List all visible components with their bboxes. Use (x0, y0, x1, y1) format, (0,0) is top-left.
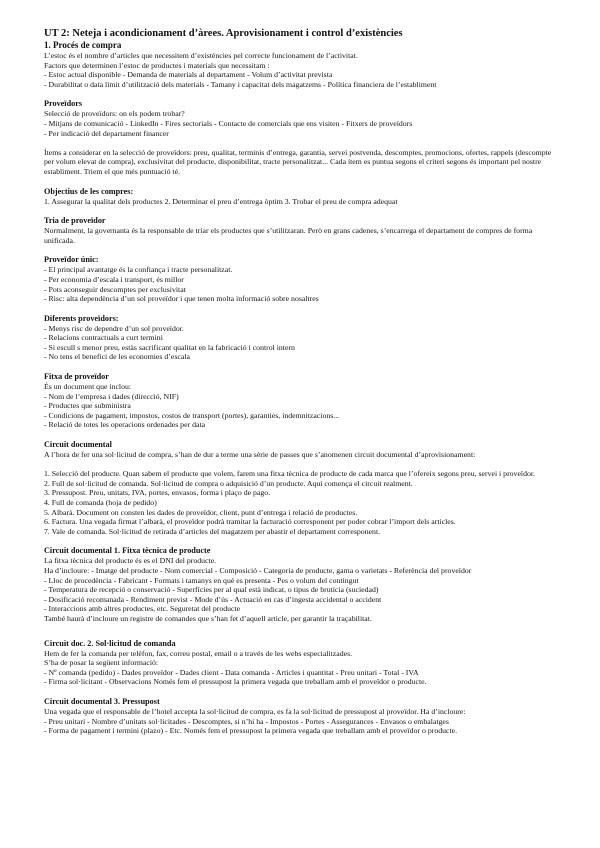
list-item: - Pots aconseguir descomptes per exclusivitat (44, 284, 186, 294)
heading-circuit-2: Circuit doc. 2. Sol·licitud de comanda (44, 638, 176, 648)
text-line: Una vegada que el responsable de l’hotel accepta la sol·licitud de compra, es fa la sol·licitud de pressupost al proveïdor. Ha d’incloure: (44, 706, 466, 716)
list-item: - Menys risc de dependre d’un sol proveïdor. (44, 323, 184, 333)
circuit-step: 4. Full de comanda (hoja de pedido) (44, 498, 157, 507)
list-item: - Condicions de pagament, impostos, costos de transport (portes), garanties, indemnitzacions... (44, 410, 340, 420)
heading-tria-proveidor: Tria de proveïdor (44, 216, 106, 226)
list-item: - Risc: alta dependència d’un sol proveïdor i que tenen molta informació sobre nosaltres (44, 294, 319, 304)
text-line: - Per indicació del departament financer (44, 128, 169, 138)
list-item: - Relació de totes les operacions ordenades per data (44, 420, 206, 430)
circuit-step: 2. Full de sol·licitud de comanda. Sol·licitud de compra o adquisició d’un producte. Aquí comença el circuit realment. (44, 478, 413, 488)
section-heading-proces-compra: 1. Procés de compra (44, 40, 122, 50)
text-line: - Mitjans de comunicació - LinkedIn - Fires sectorials - Contacte de comercials que ens visiten - Fitxers de proveïdors (44, 118, 413, 128)
text-line: - Nº comanda (pedido) - Dades proveïdor - Dades client - Data comanda - Articles i quantitat - Preu unitari - Total - IVA (44, 667, 419, 677)
circuit-step: 1. Selecció del producte. Quan sabem el producte que volem, farem una fitxa tècnica de producte de cada marca que l’ofereix segons preu, servei i proveïdor. (44, 469, 536, 479)
text-line: - Preu unitari - Nombre d’unitats sol·licitades - Descomptes, si n’hi ha - Impostos - Portes - Assegurances - Envasos o embalatges (44, 716, 449, 726)
text-line: - Temperatura de recepció o conservació - Superfícies per al qual està indicat, o tipus de brutícia (suciedad) (44, 585, 379, 595)
paragraph-items: Ítems a considerar en la selecció de proveïdors: preu, qualitat, terminis d’entrega, garantia, servei postvenda, descomptes, promocions, ofertes, rappels (descompte per volum elevat de compra), exclusivitat del producte, disponibilitat, tracte personalitzat... Cada ítem es puntua segons el criteri segons és important pel nostre establiment. Triem el que més puntuació té. (44, 147, 552, 176)
heading-objectius: Objectius de les compres: (44, 186, 134, 196)
list-item: - Per economia d’escala i transport, és millor (44, 274, 184, 284)
list-item: - Si escull s menor preu, estàs sacrificant qualitat en la fabricació i control intern (44, 342, 295, 352)
text-line: - Lloc de procedència - Fabricant - Formats i tamanys en què es presenta - Pes o volum del contingut (44, 575, 359, 585)
document-title: UT 2: Neteja i acondicionament d’àrees. Aprovisionament i control d’existències (44, 28, 403, 39)
heading-circuit-3: Circuit documental 3. Pressupost (44, 696, 160, 706)
list-item: - Productes que subministra (44, 401, 131, 411)
text-line: Factors que determinen l’estoc de productes i materials que necessitam : (44, 60, 270, 70)
text-line: - Interaccions amb altres productes, etc. Seguretat del producte (44, 604, 241, 614)
text-line: Hem de fer la comanda per telèfon, fax, correu postal, email o a través de les webs especialitzades. (44, 648, 353, 658)
text-line: - Durabilitat o data límit d’utilització dels materials - Tamany i capacitat dels magatzems - Política financiera de l’establiment (44, 79, 437, 89)
text-line: Selecció de proveïdors: on els podem trobar? (44, 109, 185, 119)
heading-circuit-1: Circuit documental 1. Fitxa tècnica de producte (44, 546, 211, 556)
text-line: - Forma de pagament i termini (plazo) - Etc. Només fem el pressupost la primera vegada que treballam amb el proveïdor o producte. (44, 726, 458, 736)
circuit-step: 3. Pressupost. Preu, unitats, IVA, portes, envasos, forma i plaço de pago. (44, 488, 271, 498)
heading-diferents-proveidors: Diferents proveïdors: (44, 313, 119, 323)
text-line: També haurà d’incloure un registre de comandes que s’han fet d’aquell article, per garantir la traçabilitat. (44, 613, 372, 623)
circuit-step: 5. Albarà. Document on consten les dades de proveïdor, client, punt d’entrega i relació de productes. (44, 507, 358, 517)
list-item: - Nom de l’empresa i dades (direcció, NIF) (44, 391, 179, 401)
circuit-step: 6. Factura. Una vegada firmat l’albarà, el proveïdor podrà tramitar la facturació corresponent per poder cobrar l’import dels articles. (44, 517, 456, 527)
text-line: 1. Assegurar la qualitat dels productes 2. Determinar el preu d’entrega òptim 3. Trobar el preu de compra adequat (44, 196, 398, 206)
list-item: - No tens el benefici de les economies d’escala (44, 352, 190, 362)
heading-proveidor-unic: Proveïdor únic: (44, 255, 99, 265)
text-line: - Firma sol·licitant - Observacions Només fem el pressupost la primera vegada que treballam amb el proveïdor o producte. (44, 677, 427, 687)
text-line: La fitxa tècnica del producte és es el DNI del producte. (44, 556, 217, 566)
heading-circuit-documental: Circuit documental (44, 440, 112, 450)
text-line: S’ha de posar la següent informació: (44, 658, 159, 668)
text-line: L’estoc és el nombre d’articles que necessitem d’existències pel correcte funcionament de l’activitat. (44, 51, 358, 60)
list-item: És un document que inclou: (44, 382, 132, 392)
text-line: Ha d’incloure: - Imatge del producte - Nom comercial - Composició - Categoria de producte, gama o varietats - Referència del proveïdor (44, 565, 472, 575)
list-item: - Relacions contractuals a curt termini (44, 333, 163, 343)
text-line: A l’hora de fer una sol·licitud de compra, s’han de dur a terme una sèrie de passes que s’anomenen circuit documental d’aprovisionament: (44, 450, 476, 460)
text-line: - Dosificació recomanada - Rendiment previst - Mode d’ús - Actuació en cas d’ingesta accidental o accident (44, 594, 382, 604)
paragraph-tria: Normalment, la governanta és la responsable de triar els productes que s’utilitzaran. Però en grans cadenes, s’encarrega el departament de compres de forma unificada. (44, 226, 533, 245)
circuit-step: 7. Vale de comanda. Sol·licitud de retirada d’articles del magatzem per abastir el departament corresponent. (44, 526, 381, 536)
heading-proveidors: Proveïdors (44, 99, 83, 109)
list-item: - El principal avantatge és la confiança i tracte personalitzat. (44, 265, 233, 275)
heading-fitxa-proveidor: Fitxa de proveïdor (44, 372, 109, 382)
text-line: - Estoc actual disponible - Demanda de materials al departament - Volum d’activitat prevista (44, 70, 333, 80)
